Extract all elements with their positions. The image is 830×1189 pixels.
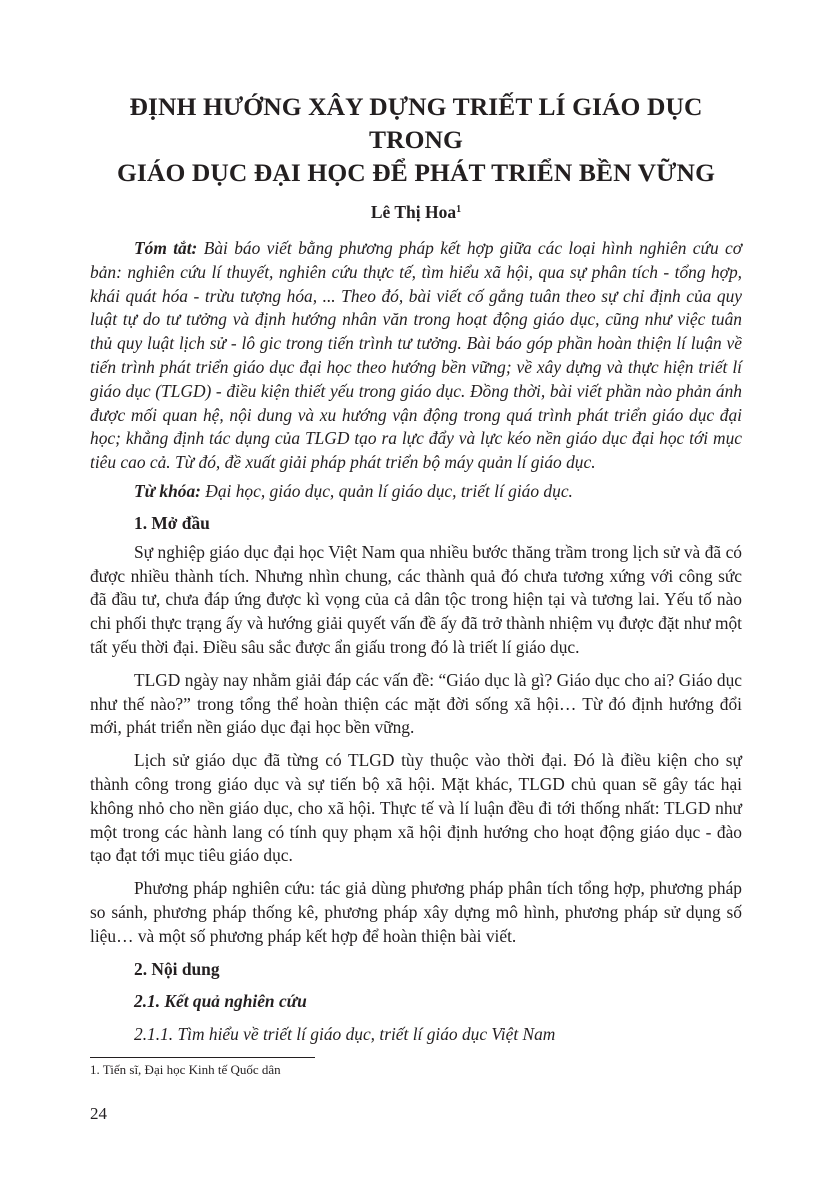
author-footnote-mark: 1 [456, 204, 462, 215]
keywords-text: Đại học, giáo dục, quản lí giáo dục, triết lí giáo dục. [200, 480, 573, 501]
section-2-heading: 2. Nội dung [134, 958, 220, 979]
abstract-label: Tóm tắt: [134, 238, 198, 258]
footnote-divider [90, 1057, 315, 1058]
body-paragraph-3: Lịch sử giáo dục đã từng có TLGD tùy thuộc vào thời đại. Đó là điều kiện cho sự thành công trong giáo dục và sự tiến bộ xã hội. Mặt khác, TLGD chủ quan sẽ gây tác hại không nhỏ cho nền giáo dục, cho xã hội. Thực tế và lí luận đều đi tới thống nhất: TLGD như một trong các hành lang có tính quy phạm xã hội định hướng cho hoạt động giáo dục - đào tạo đạt tới mục tiêu giáo dục. [90, 750, 742, 866]
page-number: 24 [90, 1104, 107, 1123]
body-paragraph-4: Phương pháp nghiên cứu: tác giả dùng phương pháp phân tích tổng hợp, phương pháp so sánh, phương pháp thống kê, phương pháp xây dựng mô hình, phương pháp sử dụng số liệu… và một số phương pháp kết hợp để hoàn thiện bài viết. [90, 878, 742, 946]
title-line-1: ĐỊNH HƯỚNG XÂY DỰNG TRIẾT LÍ GIÁO DỤC TRONG [129, 92, 703, 154]
title-line-2: GIÁO DỤC ĐẠI HỌC ĐỂ PHÁT TRIỂN BỀN VỮNG [116, 158, 716, 187]
abstract [90, 237, 742, 475]
author-line [90, 201, 742, 223]
author-name: Lê Thị Hoa [370, 202, 457, 222]
section-1-heading: 1. Mở đầu [134, 512, 210, 533]
article-title [90, 90, 742, 189]
subsection-2-1-1-heading: 2.1.1. Tìm hiểu về triết lí giáo dục, triết lí giáo dục Việt Nam [134, 1023, 556, 1044]
article [90, 90, 742, 1046]
body-paragraph-2: TLGD ngày nay nhằm giải đáp các vấn đề: “Giáo dục là gì? Giáo dục cho ai? Giáo dục như thế nào?” trong tổng thể hoàn thiện các mặt đời sống xã hội… Từ đó định hướng đổi mới, phát triển nền giáo dục đại học bền vững. [90, 669, 742, 738]
keywords-label: Từ khóa: [134, 480, 201, 501]
keywords [90, 480, 742, 504]
subsection-2-1-heading: 2.1. Kết quả nghiên cứu [134, 990, 307, 1011]
abstract-text: Bài báo viết bằng phương pháp kết hợp giữa các loại hình nghiên cứu cơ bản: nghiên cứu lí thuyết, nghiên cứu thực tế, tìm hiểu xã hội, qua sự phân tích - tổng hợp, khái quát hóa - trừu tượng hóa, ... Theo đó, bài viết cố gắng tuân theo sự chỉ định của quy luật tự do tư tưởng và định hướng nhân văn trong hoạt động giáo dục, cũng như việc tuân thủ quy luật lịch sử - lô gic trong tiến trình tư tưởng. Bài báo góp phần hoàn thiện lí luận về tiến trình phát triển giáo dục đại học theo hướng bền vững; về xây dựng và thực hiện triết lí giáo dục (TLGD) - điều kiện thiết yếu trong giáo dục. Đồng thời, bài viết phần nào phản ánh được mối quan hệ, nội dung và xu hướng vận động trong quá trình phát triển giáo dục đại học; khẳng định tác dụng của TLGD tạo ra lực đẩy và lực kéo nền giáo dục đại học tới mục tiêu cao cả. Từ đó, đề xuất giải pháp phát triển bộ máy quản lí giáo dục. [90, 238, 742, 473]
footnote: 1. Tiến sĩ, Đại học Kinh tế Quốc dân [90, 1062, 281, 1077]
body-paragraph-1: Sự nghiệp giáo dục đại học Việt Nam qua nhiều bước thăng trầm trong lịch sử và đã có được nhiều thành tích. Nhưng nhìn chung, các thành quả đó chưa tương xứng với công sức đã đầu tư, chưa đáp ứng được kì vọng của cả dân tộc trong hiện tại và tương lai. Yếu tố nào chi phối thực trạng ấy và hướng giải quyết vấn đề ấy đã trở thành nhiệm vụ được đặt như một tất yếu thời đại. Điều sâu sắc được ẩn giấu trong đó là triết lí giáo dục. [90, 541, 742, 657]
